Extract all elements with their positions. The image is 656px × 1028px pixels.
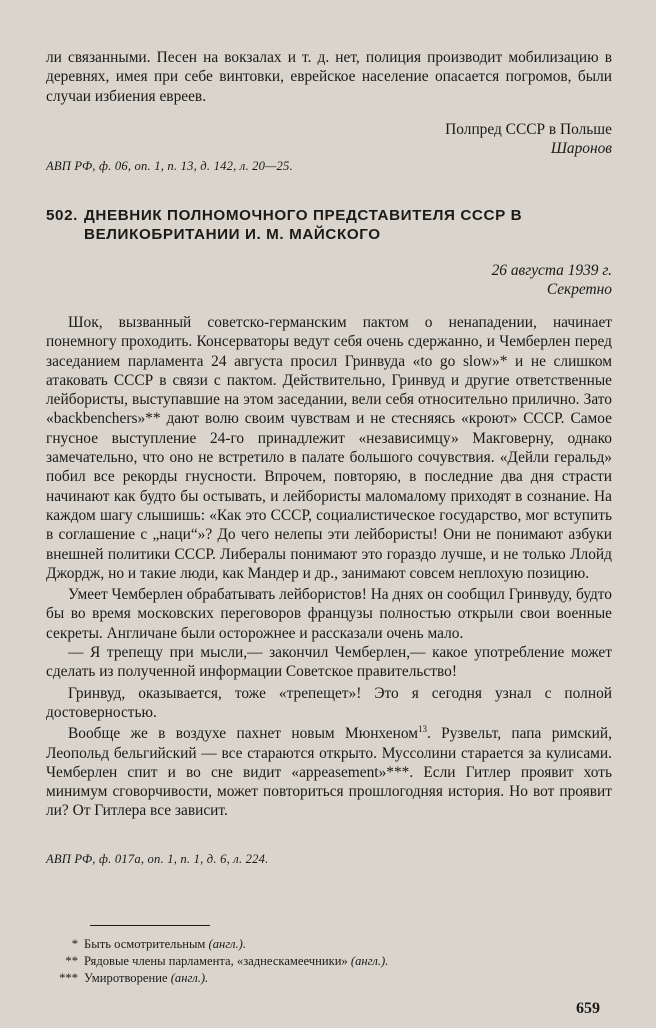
paragraph-2: Умеет Чемберлен обрабатывать лейбористов! На днях он сообщил Гринвуду, будто бы во время московских переговоров французы полностью открыли свои военные секреты. Англичане были осторожнее и рассказали очень мало. xyxy=(46,586,612,642)
archive-reference-1: АВП РФ, ф. 06, оп. 1, п. 13, д. 142, л. 20—25. xyxy=(46,159,293,173)
footnote-lang: (англ.). xyxy=(170,971,209,985)
footnote-mark: * xyxy=(71,937,78,951)
paragraph-5 xyxy=(46,724,612,820)
dateline xyxy=(46,261,612,299)
footnote xyxy=(46,953,388,970)
archive-reference-2: АВП РФ, ф. 017а, оп. 1, п. 1, д. 6, л. 224. xyxy=(46,852,269,866)
signature-title: Полпред СССР в Польше xyxy=(445,121,612,138)
paragraph-5-end: . Рузвельт, папа римский, Леопольд бельгийский — все стараются открыто. Муссолини старается за кулисами. Чемберлен спит и во сне видит «appeasement»***. Если Гитлер проявит хоть минимум сговорчивости, может повториться прошлогодняя история. Но вот проявит ли? От Гитлера все зависит. xyxy=(46,725,612,820)
paragraph-4: Гринвуд, оказывается, тоже «трепещет»! Это я сегодня узнал с полной достоверностью. xyxy=(46,684,612,721)
footnote-text: Быть осмотрительным xyxy=(84,937,206,951)
document-heading xyxy=(46,206,612,244)
page-number: 659 xyxy=(576,1000,600,1017)
paragraph-3: — Я трепещу при мысли,— закончил Чемберлен,— какое употребление может сделать из полученной информации Советское правительство! xyxy=(46,644,612,681)
footnote-text: Рядовые члены парламента, «заднескамеечники» xyxy=(84,954,348,968)
footnote xyxy=(46,936,246,953)
footnote-separator xyxy=(90,925,210,926)
signature-block xyxy=(46,120,612,158)
footnote-lang: (англ.). xyxy=(350,954,389,968)
document-title-line2: ВЕЛИКОБРИТАНИИ И. М. МАЙСКОГО xyxy=(84,226,381,243)
paragraph-1: Шок, вызванный советско-германским пактом о ненападении, начинает понемногу проходить. Консерваторы ведут себя очень сдержанно, и Чемберлен перед заседанием парламента 24 августа просил Гринвуда «to go slow»* и не слишком атаковать СССР в связи с пактом. Действительно, Гринвуд и другие ответственные лейбористы, выступавшие на этом заседании, вели себя относительно прилично. Зато «backbenchers»** дают волю своим чувствам и не стесняясь «кроют» СССР. Самое гнусное выступление 24-го принадлежит «независимцу» Макговерну, однако замечательно, что оно не встретило в палате большого сочувствия. «Дейли геральд» побил все рекорды гнусности. Впрочем, повторяю, в последние два дня страсти начинают как будто бы остывать, и лейбористы маломалому приходят в сознание. На каждом шагу слышишь: «Как это СССР, социалистическое государство, мог вступить в соглашение с „наци“»? До чего нелепы эти лейбористы! Они не понимают азбуки внешней политики СССР. Либералы понимают это гораздо лучше, и не только Ллойд Джордж, но и такие люди, как Мандер и др., занимают совсем неплохую позицию. xyxy=(46,314,612,582)
footnote-mark: ** xyxy=(65,954,78,968)
document-title-line1: ДНЕВНИК ПОЛНОМОЧНОГО ПРЕДСТАВИТЕЛЯ СССР В xyxy=(84,207,523,224)
footnote xyxy=(46,970,208,987)
document-number: 502. xyxy=(46,207,78,224)
endnote-reference: 13 xyxy=(417,724,427,735)
intro-paragraph: ли связанными. Песен на вокзалах и т. д. нет, полиция производит мобилизацию в деревнях, имея при себе винтовки, еврейское население опасается погромов, были случаи избиения евреев. xyxy=(46,49,612,105)
footnote-text: Умиротворение xyxy=(84,971,168,985)
footnote-lang: (англ.). xyxy=(208,937,246,951)
diary-body xyxy=(46,313,612,821)
document-date: 26 августа 1939 г. xyxy=(491,262,612,279)
paragraph-5-start: Вообще же в воздухе пахнет новым Мюнхеном xyxy=(68,725,418,743)
footnote-mark: *** xyxy=(59,971,78,985)
document-classification: Секретно xyxy=(546,281,612,298)
signature-name: Шаронов xyxy=(550,140,612,157)
